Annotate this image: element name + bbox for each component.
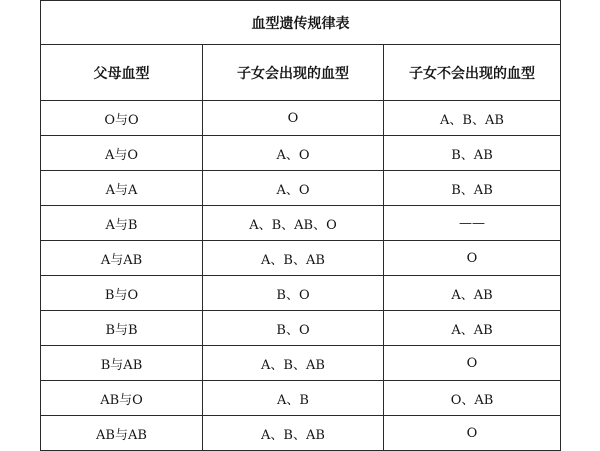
- table-row: [41, 206, 561, 241]
- cell-impossible: B、AB: [384, 136, 561, 171]
- cell-possible: O: [203, 101, 384, 136]
- cell-parents: A与B: [41, 206, 203, 241]
- cell-possible: A、B、AB、O: [203, 206, 384, 241]
- cell-parents: B与AB: [41, 346, 203, 381]
- cell-possible: A、O: [203, 171, 384, 206]
- cell-parents: A与A: [41, 171, 203, 206]
- cell-parents: B与O: [41, 276, 203, 311]
- cell-parents: B与B: [41, 311, 203, 346]
- cell-impossible: A、AB: [384, 276, 561, 311]
- cell-impossible: O: [384, 346, 561, 381]
- cell-possible: A、B: [203, 381, 384, 416]
- table-row: [41, 136, 561, 171]
- cell-parents: O与O: [41, 101, 203, 136]
- cell-parents: AB与AB: [41, 416, 203, 451]
- cell-impossible: A、B、AB: [384, 101, 561, 136]
- table-row: [41, 381, 561, 416]
- cell-parents: A与AB: [41, 241, 203, 276]
- cell-possible: A、O: [203, 136, 384, 171]
- cell-parents: A与O: [41, 136, 203, 171]
- cell-impossible: A、AB: [384, 311, 561, 346]
- table-row: [41, 241, 561, 276]
- header-possible: 子女会出现的血型: [203, 45, 384, 101]
- cell-impossible: B、AB: [384, 171, 561, 206]
- table-row: [41, 311, 561, 346]
- cell-impossible: O、AB: [384, 381, 561, 416]
- header-parents: 父母血型: [41, 45, 203, 101]
- cell-possible: B、O: [203, 311, 384, 346]
- cell-impossible: O: [384, 241, 561, 276]
- table-title: 血型遗传规律表: [41, 1, 561, 45]
- table-row: [41, 101, 561, 136]
- cell-possible: A、B、AB: [203, 241, 384, 276]
- cell-possible: B、O: [203, 276, 384, 311]
- cell-impossible: O: [384, 416, 561, 451]
- cell-impossible: ——: [384, 206, 561, 241]
- header-impossible: 子女不会出现的血型: [384, 45, 561, 101]
- cell-possible: A、B、AB: [203, 346, 384, 381]
- blood-type-table: [40, 0, 561, 451]
- cell-parents: AB与O: [41, 381, 203, 416]
- cell-possible: A、B、AB: [203, 416, 384, 451]
- table-row: [41, 171, 561, 206]
- table-row: [41, 276, 561, 311]
- table-row: [41, 416, 561, 451]
- table-row: [41, 346, 561, 381]
